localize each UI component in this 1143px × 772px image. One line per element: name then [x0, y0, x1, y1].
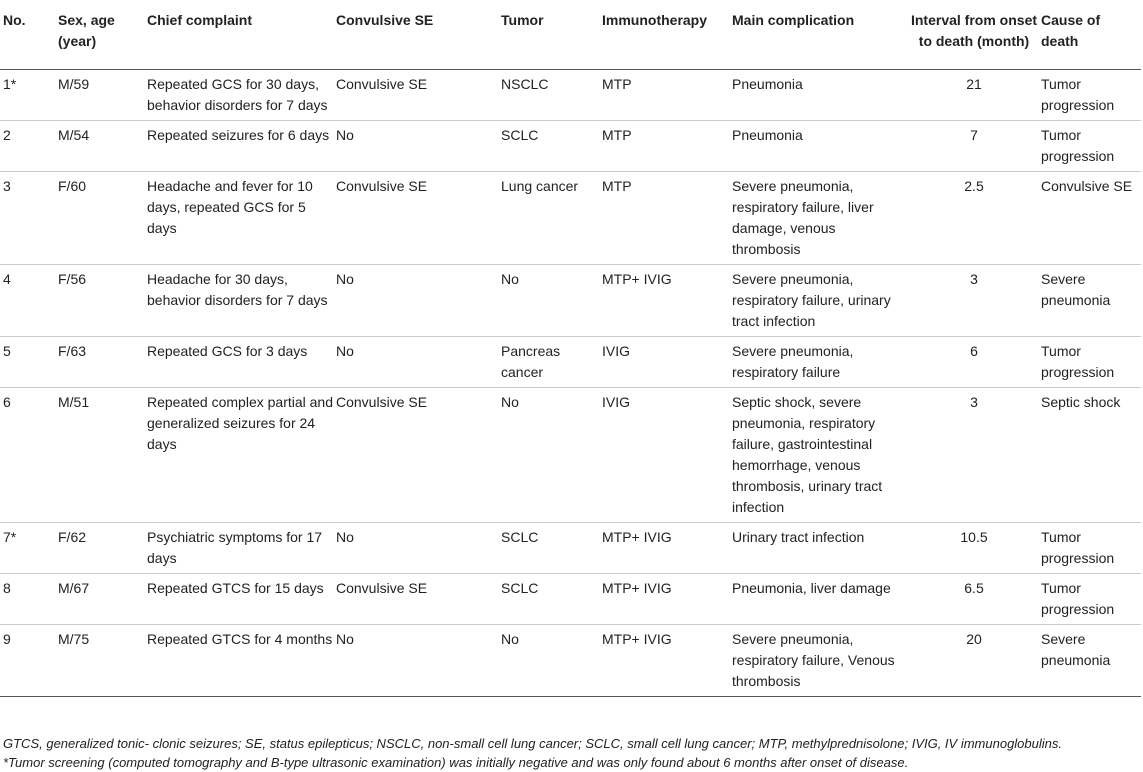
cell-main-complication: Septic shock, severe pneumonia, respiratory failure, gastrointestinal hemorrhage, venous thrombosis, urinary tract infection — [732, 387, 909, 522]
cell-immunotherapy: MTP+ IVIG — [602, 624, 732, 696]
cell-chief-complaint: Repeated GTCS for 15 days — [147, 573, 336, 624]
cell-convulsive-se: Convulsive SE — [336, 69, 501, 120]
table-row — [0, 264, 1141, 336]
cell-cause-of-death: Tumor progression — [1041, 69, 1141, 120]
cell-interval: 6.5 — [909, 573, 1041, 624]
table-footnotes — [3, 734, 1141, 772]
cell-sex-age: M/59 — [58, 69, 147, 120]
cell-tumor: SCLC — [501, 573, 602, 624]
cell-cause-of-death: Convulsive SE — [1041, 171, 1141, 264]
cell-main-complication: Severe pneumonia, respiratory failure, urinary tract infection — [732, 264, 909, 336]
table-row — [0, 336, 1141, 387]
cell-main-complication: Severe pneumonia, respiratory failure, Venous thrombosis — [732, 624, 909, 696]
cell-chief-complaint: Repeated GCS for 30 days, behavior disorders for 7 days — [147, 69, 336, 120]
cell-main-complication: Severe pneumonia, respiratory failure — [732, 336, 909, 387]
cell-tumor: Pancreas cancer — [501, 336, 602, 387]
cell-no: 6 — [0, 387, 58, 522]
cell-chief-complaint: Repeated GCS for 3 days — [147, 336, 336, 387]
cell-no: 4 — [0, 264, 58, 336]
cell-tumor: No — [501, 264, 602, 336]
cell-immunotherapy: MTP — [602, 69, 732, 120]
cell-interval: 2.5 — [909, 171, 1041, 264]
header-cause-of-death: Cause of death — [1041, 0, 1141, 69]
cell-interval: 3 — [909, 264, 1041, 336]
cell-cause-of-death: Septic shock — [1041, 387, 1141, 522]
asterisk-footnote: *Tumor screening (computed tomography and B-type ultrasonic examination) was initially negative and was only found about 6 months after onset of disease. — [3, 755, 909, 770]
cell-cause-of-death: Severe pneumonia — [1041, 264, 1141, 336]
table-row — [0, 120, 1141, 171]
cell-sex-age: F/62 — [58, 522, 147, 573]
cell-tumor: No — [501, 624, 602, 696]
cell-chief-complaint: Repeated GTCS for 4 months — [147, 624, 336, 696]
cell-tumor: No — [501, 387, 602, 522]
cell-chief-complaint: Repeated complex partial and generalized seizures for 24 days — [147, 387, 336, 522]
table-row — [0, 522, 1141, 573]
cell-chief-complaint: Headache and fever for 10 days, repeated GCS for 5 days — [147, 171, 336, 264]
cell-sex-age: M/51 — [58, 387, 147, 522]
cell-convulsive-se: Convulsive SE — [336, 573, 501, 624]
cell-sex-age: M/67 — [58, 573, 147, 624]
cell-interval: 7 — [909, 120, 1041, 171]
header-interval: Interval from onset to death (month) — [909, 0, 1041, 69]
cell-cause-of-death: Tumor progression — [1041, 522, 1141, 573]
table-row — [0, 171, 1141, 264]
cell-immunotherapy: MTP+ IVIG — [602, 522, 732, 573]
table-row — [0, 387, 1141, 522]
cell-main-complication: Severe pneumonia, respiratory failure, liver damage, venous thrombosis — [732, 171, 909, 264]
cell-no: 2 — [0, 120, 58, 171]
cell-interval: 10.5 — [909, 522, 1041, 573]
cell-immunotherapy: IVIG — [602, 336, 732, 387]
cell-convulsive-se: No — [336, 624, 501, 696]
header-convulsive-se: Convulsive SE — [336, 0, 501, 69]
cell-cause-of-death: Tumor progression — [1041, 336, 1141, 387]
cell-cause-of-death: Tumor progression — [1041, 120, 1141, 171]
cell-no: 1* — [0, 69, 58, 120]
cell-tumor: SCLC — [501, 120, 602, 171]
cell-chief-complaint: Repeated seizures for 6 days — [147, 120, 336, 171]
cell-interval: 21 — [909, 69, 1041, 120]
table-row — [0, 624, 1141, 696]
cell-immunotherapy: MTP+ IVIG — [602, 264, 732, 336]
cell-tumor: SCLC — [501, 522, 602, 573]
cell-convulsive-se: No — [336, 120, 501, 171]
cell-interval: 20 — [909, 624, 1041, 696]
cell-convulsive-se: No — [336, 522, 501, 573]
cell-sex-age: F/60 — [58, 171, 147, 264]
cell-cause-of-death: Severe pneumonia — [1041, 624, 1141, 696]
cell-interval: 6 — [909, 336, 1041, 387]
cell-main-complication: Pneumonia — [732, 69, 909, 120]
cell-convulsive-se: Convulsive SE — [336, 387, 501, 522]
header-no: No. — [0, 0, 58, 69]
cell-immunotherapy: IVIG — [602, 387, 732, 522]
cell-sex-age: M/54 — [58, 120, 147, 171]
cell-chief-complaint: Psychiatric symptoms for 17 days — [147, 522, 336, 573]
cell-sex-age: F/56 — [58, 264, 147, 336]
cell-immunotherapy: MTP — [602, 120, 732, 171]
table-row — [0, 69, 1141, 120]
cell-immunotherapy: MTP — [602, 171, 732, 264]
header-chief-complaint: Chief complaint — [147, 0, 336, 69]
abbreviations-footnote: GTCS, generalized tonic- clonic seizures; SE, status epilepticus; NSCLC, non-small cell lung cancer; SCLC, small cell lung cancer; MTP, methylprednisolone; IVIG, IV immunoglobulins. — [3, 736, 1062, 751]
header-sex-age: Sex, age (year) — [58, 0, 147, 69]
cell-no: 5 — [0, 336, 58, 387]
cell-convulsive-se: Convulsive SE — [336, 171, 501, 264]
cell-sex-age: M/75 — [58, 624, 147, 696]
cell-main-complication: Urinary tract infection — [732, 522, 909, 573]
cell-convulsive-se: No — [336, 264, 501, 336]
cell-convulsive-se: No — [336, 336, 501, 387]
header-main-complication: Main complication — [732, 0, 909, 69]
cell-no: 7* — [0, 522, 58, 573]
table-row — [0, 573, 1141, 624]
cell-no: 9 — [0, 624, 58, 696]
cell-chief-complaint: Headache for 30 days, behavior disorders for 7 days — [147, 264, 336, 336]
cell-main-complication: Pneumonia — [732, 120, 909, 171]
cell-tumor: Lung cancer — [501, 171, 602, 264]
cell-no: 3 — [0, 171, 58, 264]
cell-sex-age: F/63 — [58, 336, 147, 387]
cell-immunotherapy: MTP+ IVIG — [602, 573, 732, 624]
cell-main-complication: Pneumonia, liver damage — [732, 573, 909, 624]
header-tumor: Tumor — [501, 0, 602, 69]
cell-no: 8 — [0, 573, 58, 624]
header-immunotherapy: Immunotherapy — [602, 0, 732, 69]
cell-tumor: NSCLC — [501, 69, 602, 120]
cell-interval: 3 — [909, 387, 1041, 522]
table-header-row — [0, 0, 1141, 69]
cell-cause-of-death: Tumor progression — [1041, 573, 1141, 624]
